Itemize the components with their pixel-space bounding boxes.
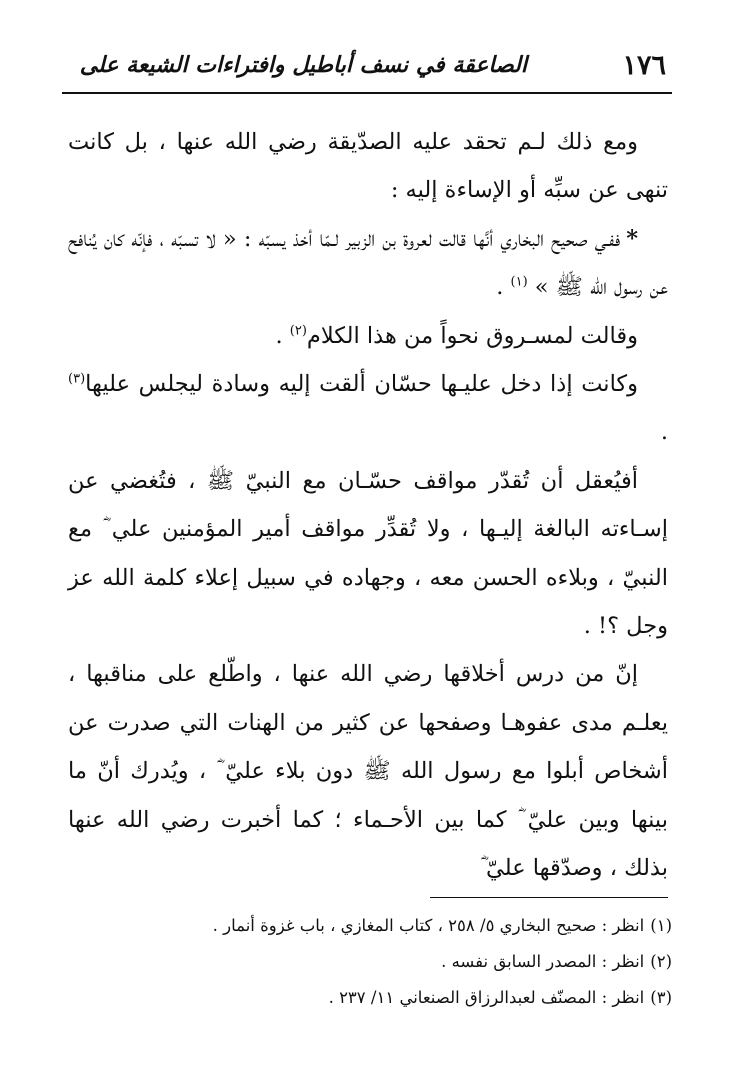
- star-marker: *: [626, 225, 638, 252]
- footnote-text: انظر : المصدر السابق نفسه .: [441, 952, 645, 971]
- footnote-ref: (٣): [68, 371, 86, 387]
- footnote-text: انظر : المصنّف لعبدالرزاق الصنعاني ١١/ ٢٣٧ .: [328, 988, 645, 1007]
- footnote: [68, 908, 672, 944]
- paragraph: وقالت لمسـروق نحواً من هذا الكلام$^{(٢)}$ .: [275, 322, 638, 349]
- body-text: [68, 118, 668, 893]
- footnote-text: انظر : صحيح البخاري ٥/ ٢٥٨ ، كتاب المغازي ، باب غزوة أنمار .: [212, 916, 645, 935]
- footnote-number: (٢): [650, 952, 672, 971]
- footnote: [68, 980, 672, 1016]
- footnote-number: (٣): [650, 988, 672, 1007]
- paragraph: *ففـي صحيح البخاري أنَّها قالت لعروة بن الزبير لـمّا أخذ يسبّه : « لا تسبّه ، فإنّه كان يُنافح عن رسول الله ﷺ » $^{(١)}$ .: [68, 225, 668, 301]
- footnote-ref: (٢): [289, 323, 307, 339]
- page-header: [62, 40, 672, 94]
- paragraph: وكانت إذا دخل عليـها حسّان ألقت إليه وسادة ليجلس عليها$^{(٣)}$ .: [68, 371, 668, 446]
- paragraph: ومع ذلك لـم تحقد عليه الصدّيقة رضي الله عنها ، بل كانت تنهى عن سبِّه أو الإساءة إليه :: [68, 129, 668, 204]
- paragraph: إنّ من درس أخلاقها رضي الله عنها ، واطّلع على مناقبها ، يعلـم مدى عفوهـا وصفحها عن كثير من الهنات التي صدرت عن أشخاص أبلوا مع رسول الله ﷺ دون بلاء عليّ ؓ ، ويُدرك أنّ ما بينها وبين عليّ ؓ كما بين الأحـماء ؛ كما أخبرت رضي الله عنها بذلك ، وصدّقها عليّ ؓ: [68, 661, 668, 882]
- paragraph: أفيُعقل أن تُقدّر مواقف حسّـان مع النبيّ ﷺ ، فتُغضي عن إسـاءته البالغة إليـها ، ولا تُقدِّر مواقف أمير المؤمنين علي ؓ مع النبيّ ، وبلاءه الحسن معه ، وجهاده في سبيل إعلاء كلمة الله عز وجل ؟! .: [68, 467, 668, 640]
- page-number: ١٧٦: [622, 50, 666, 81]
- footnote-number: (١): [650, 916, 672, 935]
- footnotes: [68, 908, 672, 1016]
- footnote-divider: [430, 897, 668, 898]
- running-title: الصاعقة في نسف أباطيل وافتراءات الشيعة على: [79, 52, 527, 78]
- footnote: [68, 944, 672, 980]
- footnote-ref: (١): [510, 274, 528, 290]
